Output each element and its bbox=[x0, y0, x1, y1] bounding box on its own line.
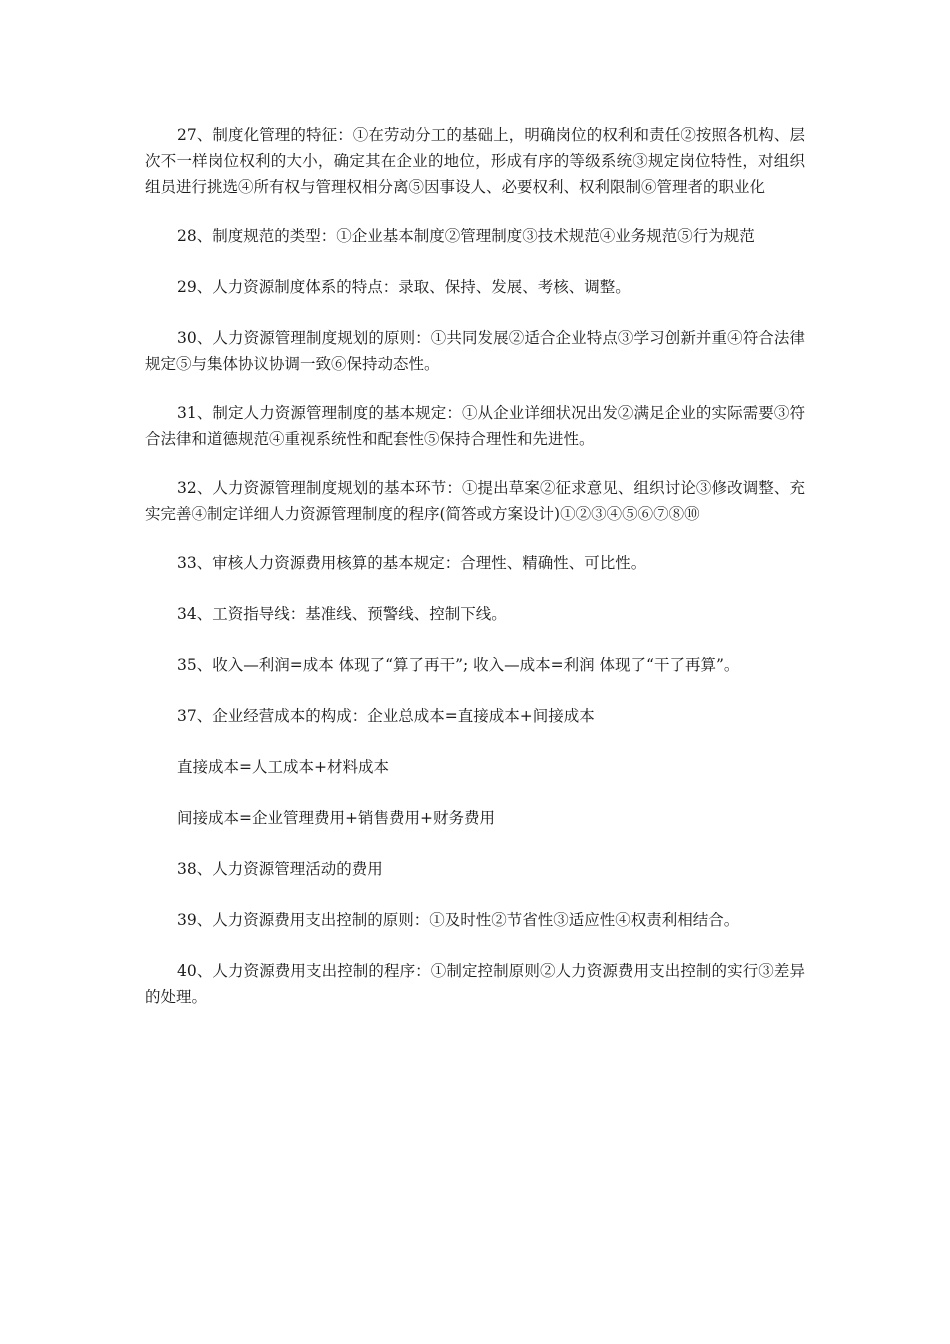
paragraph-39: 39、人力资源费用支出控制的原则：①及时性②节省性③适应性④权责利相结合。 bbox=[177, 911, 740, 929]
paragraph-35: 35、收入—利润=成本 体现了“算了再干”; 收入—成本=利润 体现了“干了再算”。 bbox=[177, 656, 740, 674]
paragraph-40: 40、人力资源费用支出控制的程序：①制定控制原则②人力资源费用支出控制的实行③差异的处理。 bbox=[145, 962, 805, 1006]
paragraph-38: 38、人力资源管理活动的费用 bbox=[177, 860, 383, 878]
paragraph-29: 29、人力资源制度体系的特点：录取、保持、发展、考核、调整。 bbox=[177, 278, 631, 296]
paragraph-32: 32、人力资源管理制度规划的基本环节：①提出草案②征求意见、组织讨论③修改调整、充实完善④制定详细人力资源管理制度的程序(简答或方案设计)①②③④⑤⑥⑦⑧⑩ bbox=[145, 479, 805, 523]
paragraph-34: 34、工资指导线：基准线、预警线、控制下线。 bbox=[177, 605, 507, 623]
paragraph-direct-cost: 直接成本=人工成本+材料成本 bbox=[177, 758, 389, 776]
document-body bbox=[145, 122, 805, 1033]
paragraph-indirect-cost: 间接成本=企业管理费用+销售费用+财务费用 bbox=[177, 809, 495, 827]
paragraph-30: 30、人力资源管理制度规划的原则：①共同发展②适合企业特点③学习创新并重④符合法律规定⑤与集体协议协调一致⑥保持动态性。 bbox=[145, 329, 805, 373]
paragraph-37: 37、企业经营成本的构成：企业总成本=直接成本+间接成本 bbox=[177, 707, 595, 725]
paragraph-33: 33、审核人力资源费用核算的基本规定：合理性、精确性、可比性。 bbox=[177, 554, 647, 572]
paragraph-27: 27、制度化管理的特征：①在劳动分工的基础上，明确岗位的权利和责任②按照各机构、层次不一样岗位权利的大小，确定其在企业的地位，形成有序的等级系统③规定岗位特性，对组织组员进行挑选④所有权与管理权相分离⑤因事设人、必要权利、权利限制⑥管理者的职业化 bbox=[145, 126, 805, 196]
paragraph-31: 31、制定人力资源管理制度的基本规定：①从企业详细状况出发②满足企业的实际需要③符合法律和道德规范④重视系统性和配套性⑤保持合理性和先进性。 bbox=[145, 404, 805, 448]
paragraph-28: 28、制度规范的类型：①企业基本制度②管理制度③技术规范④业务规范⑤行为规范 bbox=[177, 227, 755, 245]
